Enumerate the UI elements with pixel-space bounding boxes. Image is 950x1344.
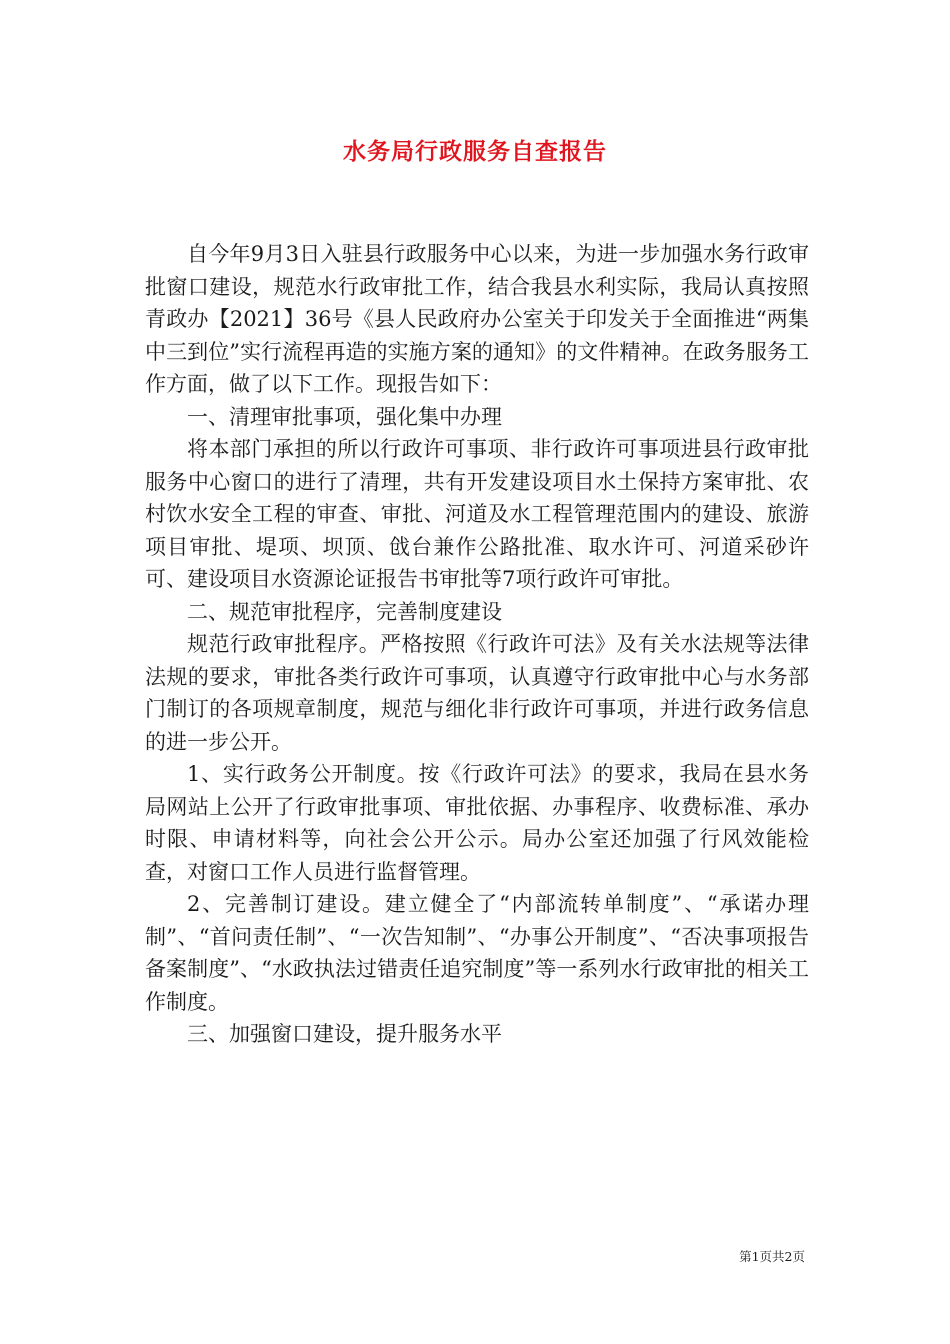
section-heading-2: 二、规范审批程序，完善制度建设 — [187, 599, 502, 624]
paragraph-intro: 自今年9月3日入驻县行政服务中心以来，为进一步加强水务行政审批窗口建设，规范水行政审批工作，结合我县水利实际，我局认真按照青政办【2021】36号《县人民政府办公室关于印发关于全面推进“两集中三到位”实行流程再造的实施方案的通知》的文件精神。在政务服务工作方面，做了以下工作。现报告如下： — [145, 242, 809, 396]
document-body — [145, 238, 809, 1051]
document-title: 水务局行政服务自查报告 — [343, 139, 607, 165]
paragraph-section-1: 将本部门承担的所以行政许可事项、非行政许可事项进县行政审批服务中心窗口的进行了清理，共有开发建设项目水土保持方案审批、农村饮水安全工程的审查、审批、河道及水工程管理范围内的建设、旅游项目审批、堤项、坝顶、戗台兼作公路批准、取水许可、河道采砂许可、建设项目水资源论证报告书审批等7项行政许可审批。 — [145, 437, 809, 591]
page-number-footer: 第1页共2页 — [739, 1249, 805, 1264]
paragraph-item-2: 2、完善制订建设。建立健全了“内部流转单制度”、“承诺办理制”、“首问责任制”、“一次告知制”、“办事公开制度”、“否决事项报告备案制度”、“水政执法过错责任追究制度”等一系列水行政审批的相关工作制度。 — [145, 892, 809, 1014]
section-heading-3: 三、加强窗口建设，提升服务水平 — [187, 1022, 502, 1046]
section-heading-1: 一、清理审批事项，强化集中办理 — [187, 404, 502, 429]
paragraph-item-1: 1、实行政务公开制度。按《行政许可法》的要求，我局在县水务局网站上公开了行政审批事项、审批依据、办事程序、收费标准、承办时限、申请材料等，向社会公开公示。局办公室还加强了行风效能检查，对窗口工作人员进行监督管理。 — [145, 762, 809, 884]
paragraph-section-2: 规范行政审批程序。严格按照《行政许可法》及有关水法规等法律法规的要求，审批各类行政许可事项，认真遵守行政审批中心与水务部门制订的各项规章制度，规范与细化非行政许可事项，并进行政务信息的进一步公开。 — [145, 632, 809, 754]
